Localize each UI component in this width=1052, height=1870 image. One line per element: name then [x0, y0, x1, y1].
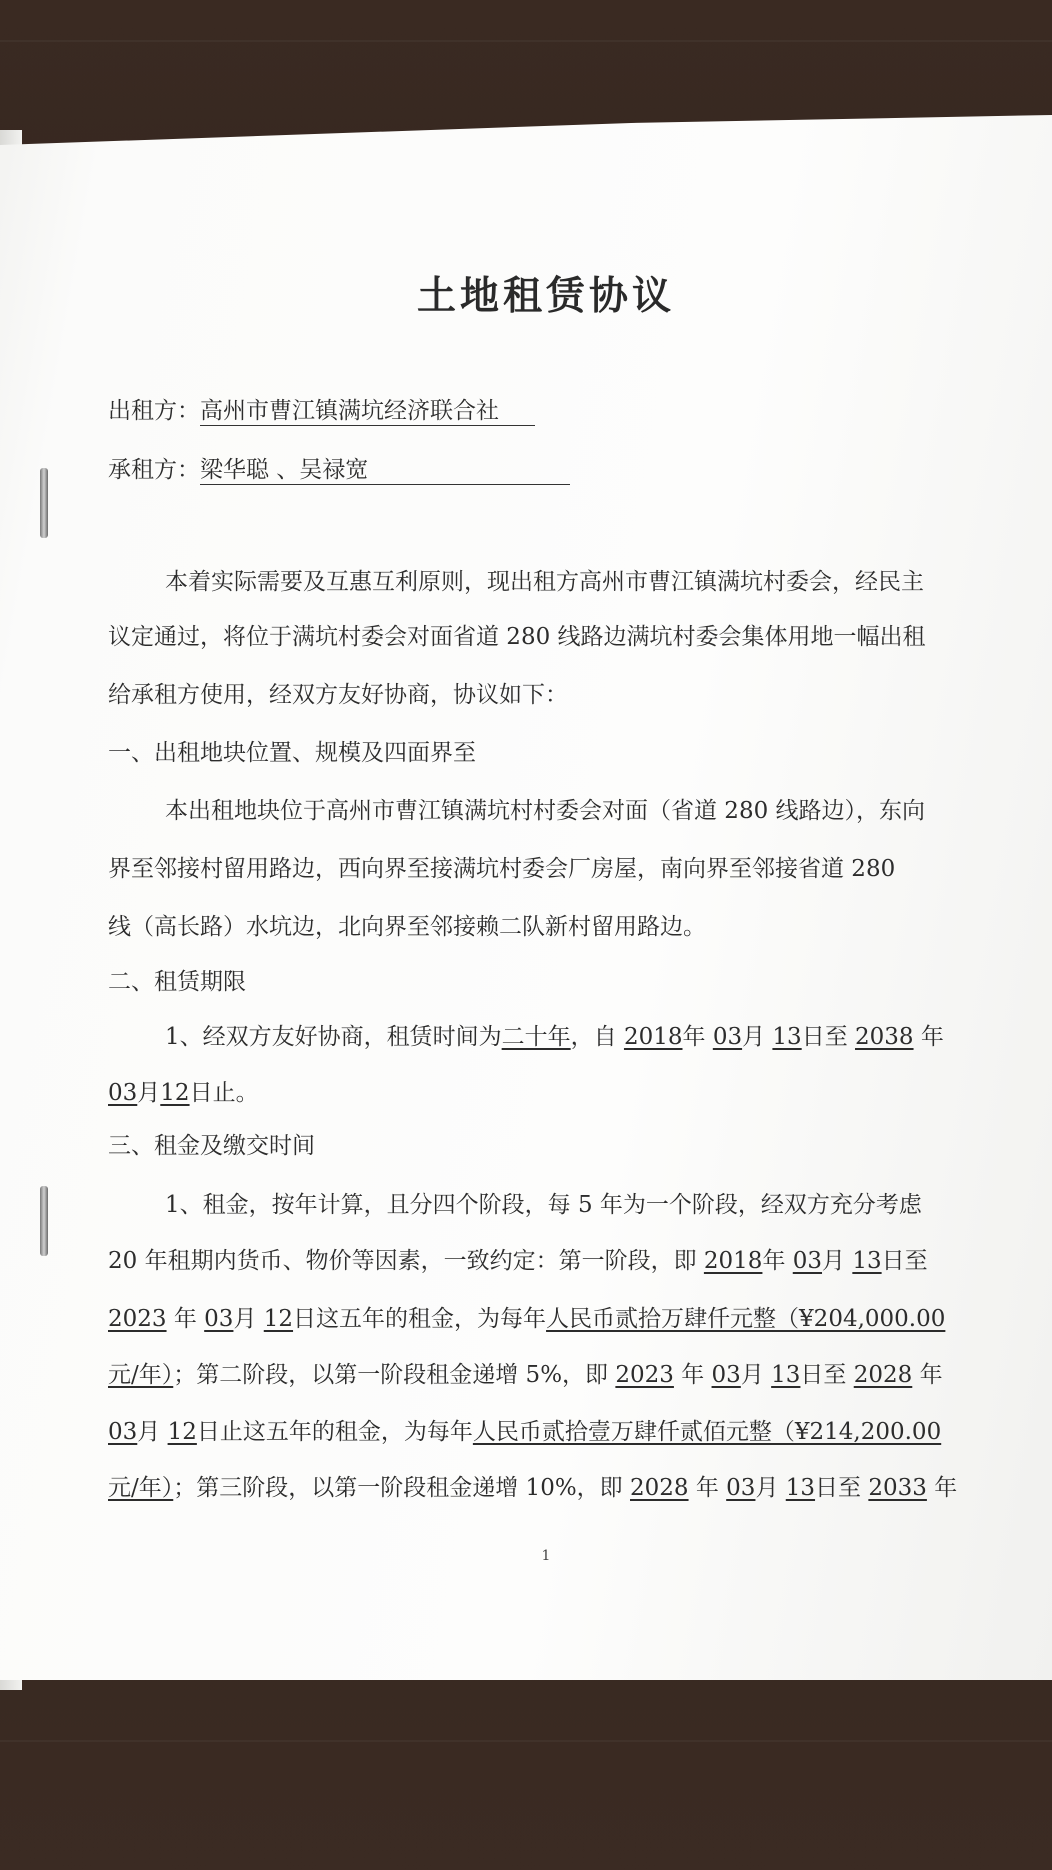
section-2-line-2: 03月12日止。 — [108, 1080, 259, 1106]
page-number: 1 — [541, 1548, 551, 1564]
document-title: 土地租赁协议 — [416, 273, 675, 319]
section-3-line-3: 2023 年 03月 12日这五年的租金，为每年人民币贰拾万肆仟元整（¥204,000.00 — [108, 1306, 946, 1332]
end-month: 03 — [108, 1080, 138, 1106]
section-1-line-1: 本出租地块位于高州市曹江镇满坑村村委会对面（省道 280 线路边），东向 — [165, 798, 926, 824]
section-1-heading: 一、出租地块位置、规模及四面界至 — [108, 740, 476, 766]
lessee-line — [108, 451, 570, 485]
section-1-line-3: 线（高长路）水坑边，北向界至邻接赖二队新村留用路边。 — [108, 914, 706, 940]
end-year: 2038 — [855, 1024, 914, 1050]
section-3-line-4: 元/年）；第二阶段，以第一阶段租金递增 5%，即 2023 年 03月 13日至 2028 年 — [108, 1362, 943, 1388]
end-day: 12 — [160, 1080, 190, 1106]
lease-term: 二十年 — [501, 1024, 571, 1050]
intro-line-3: 给承租方使用，经双方友好协商，协议如下： — [108, 682, 568, 708]
lessor-line — [108, 392, 535, 426]
section-3-heading: 三、租金及缴交时间 — [108, 1133, 315, 1159]
wood-texture — [0, 1740, 1052, 1742]
wood-texture — [0, 40, 1052, 42]
section-3-line-6: 元/年）；第三阶段，以第一阶段租金递增 10%，即 2028 年 03月 13日至 2033 年 — [108, 1475, 958, 1501]
intro-line-1: 本着实际需要及互惠互利原则，现出租方高州市曹江镇满坑村委会，经民主 — [165, 569, 924, 595]
section-3-line-5: 03月 12日止这五年的租金，为每年人民币贰拾壹万肆仟贰佰元整（¥214,200.00 — [108, 1419, 942, 1445]
section-3-line-2: 20 年租期内货币、物价等因素，一致约定：第一阶段，即 2018年 03月 13日至 — [108, 1248, 928, 1274]
start-year: 2018 — [623, 1024, 683, 1050]
lessor-name: 高州市曹江镇满坑经济联合社 — [200, 392, 535, 426]
section-1-line-2: 界至邻接村留用路边，西向界至接满坑村委会厂房屋，南向界至邻接省道 280 — [108, 856, 896, 882]
lessee-label: 承租方： — [108, 457, 200, 483]
start-day: 13 — [772, 1024, 802, 1050]
staple-bottom — [40, 1186, 48, 1256]
stage-2-rent: 人民币贰拾壹万肆仟贰佰元整（¥214,200.00 — [472, 1419, 942, 1445]
lessee-name: 梁华聪 、吴禄宽 — [200, 451, 570, 485]
section-2-line-1: 1、经双方友好协商，租赁时间为二十年，自 2018年 03月 13日至 2038 年 — [165, 1024, 944, 1050]
section-3-line-1: 1、租金，按年计算，且分四个阶段，每 5 年为一个阶段，经双方充分考虑 — [165, 1192, 922, 1218]
staple-top — [40, 468, 48, 538]
intro-line-2: 议定通过，将位于满坑村委会对面省道 280 线路边满坑村委会集体用地一幅出租 — [108, 624, 926, 650]
lessor-label: 出租方： — [108, 398, 200, 424]
section-2-heading: 二、租赁期限 — [108, 969, 246, 995]
stage-1-rent: 人民币贰拾万肆仟元整（¥204,000.00 — [546, 1306, 946, 1332]
start-month: 03 — [712, 1024, 743, 1050]
